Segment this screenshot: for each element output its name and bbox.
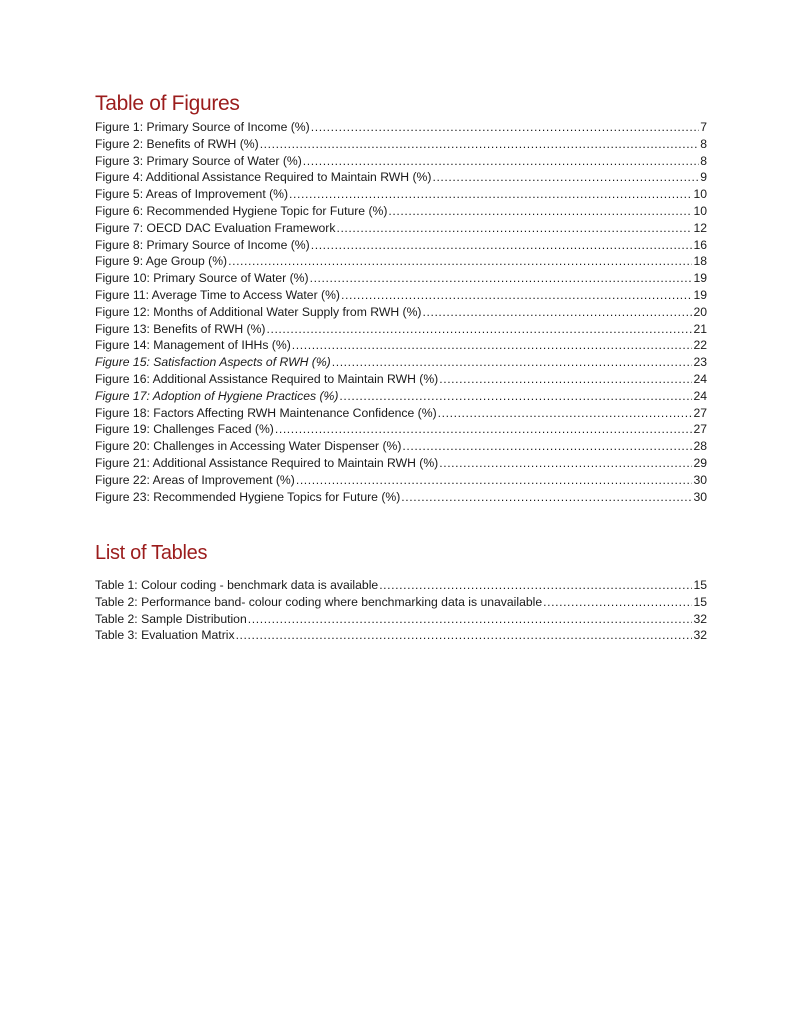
figure-entry[interactable] — [95, 119, 707, 136]
figure-entry-page-number: 23 — [693, 355, 707, 370]
figure-entry[interactable] — [95, 186, 707, 203]
table-entry[interactable] — [95, 627, 707, 644]
dot-leader — [310, 270, 693, 287]
figure-entry[interactable] — [95, 337, 707, 354]
figure-entry-page-number: 24 — [693, 371, 707, 386]
dot-leader — [311, 119, 700, 136]
figure-entry[interactable] — [95, 153, 707, 170]
figure-entry-page-number: 27 — [693, 405, 707, 420]
figure-entry[interactable] — [95, 455, 707, 472]
dot-leader — [260, 136, 700, 153]
figure-entry-label: Figure 3: Primary Source of Water (%) — [95, 153, 302, 168]
dot-leader — [339, 388, 692, 405]
figure-entry[interactable] — [95, 270, 707, 287]
figure-entry-label: Figure 19: Challenges Faced (%) — [95, 422, 274, 437]
figure-entry-page-number: 10 — [693, 203, 707, 218]
figure-entry-label: Figure 10: Primary Source of Water (%) — [95, 271, 309, 286]
figure-entry-page-number: 8 — [700, 153, 707, 168]
figure-entry[interactable] — [95, 438, 707, 455]
figure-entry[interactable] — [95, 421, 707, 438]
figure-entry[interactable] — [95, 203, 707, 220]
figure-entry[interactable] — [95, 136, 707, 153]
figure-entry-page-number: 19 — [693, 271, 707, 286]
figure-entry-label: Figure 20: Challenges in Accessing Water Dispenser (%) — [95, 439, 402, 454]
dot-leader — [336, 220, 692, 237]
table-entry-label: Table 2: Sample Distribution — [95, 611, 247, 626]
dot-leader — [236, 627, 693, 644]
list-of-tables-list — [95, 577, 707, 644]
table-entry-page-number: 15 — [693, 594, 707, 609]
figure-entry-page-number: 18 — [693, 254, 707, 269]
figure-entry[interactable] — [95, 237, 707, 254]
dot-leader — [332, 354, 693, 371]
figure-entry[interactable] — [95, 354, 707, 371]
figure-entry-label: Figure 1: Primary Source of Income (%) — [95, 120, 310, 134]
figure-entry-label: Figure 16: Additional Assistance Required to Maintain RWH (%) — [95, 371, 439, 386]
table-entry[interactable] — [95, 577, 707, 594]
figure-entry-label: Figure 13: Benefits of RWH (%) — [95, 321, 266, 336]
table-entry-page-number: 32 — [693, 611, 707, 626]
figure-entry-page-number: 7 — [700, 120, 707, 134]
dot-leader — [266, 321, 692, 338]
figure-entry-page-number: 10 — [693, 187, 707, 202]
figure-entry[interactable] — [95, 405, 707, 422]
table-entry[interactable] — [95, 611, 707, 628]
figure-entry-label: Figure 9: Age Group (%) — [95, 254, 228, 269]
table-of-figures-list — [95, 119, 707, 505]
table-entry[interactable] — [95, 594, 707, 611]
dot-leader — [401, 489, 692, 506]
figure-entry-label: Figure 22: Areas of Improvement (%) — [95, 472, 295, 487]
figure-entry[interactable] — [95, 304, 707, 321]
dot-leader — [422, 304, 692, 321]
list-of-tables-heading: List of Tables — [95, 542, 208, 564]
dot-leader — [248, 611, 693, 628]
figure-entry-label: Figure 7: OECD DAC Evaluation Framework — [95, 220, 336, 235]
figure-entry-label: Figure 8: Primary Source of Income (%) — [95, 237, 310, 252]
dot-leader — [292, 337, 693, 354]
dot-leader — [388, 203, 692, 220]
figure-entry-label: Figure 4: Additional Assistance Required to Maintain RWH (%) — [95, 170, 432, 185]
figure-entry-page-number: 16 — [693, 237, 707, 252]
dot-leader — [543, 594, 692, 611]
dot-leader — [438, 405, 693, 422]
figure-entry[interactable] — [95, 388, 707, 405]
figure-entry-page-number: 27 — [693, 422, 707, 437]
dot-leader — [379, 577, 692, 594]
figure-entry-page-number: 20 — [693, 304, 707, 319]
figure-entry[interactable] — [95, 287, 707, 304]
figure-entry-page-number: 8 — [700, 136, 707, 151]
table-entry-page-number: 15 — [693, 578, 707, 592]
table-entry-label: Table 1: Colour coding - benchmark data is available — [95, 578, 379, 592]
figure-entry-page-number: 30 — [693, 489, 707, 504]
figure-entry-page-number: 28 — [693, 439, 707, 454]
figure-entry-label: Figure 18: Factors Affecting RWH Maintenance Confidence (%) — [95, 405, 437, 420]
figure-entry[interactable] — [95, 169, 707, 186]
dot-leader — [289, 186, 692, 203]
dot-leader — [439, 455, 692, 472]
figure-entry-label: Figure 17: Adoption of Hygiene Practices (%) — [95, 388, 339, 403]
figure-entry-label: Figure 6: Recommended Hygiene Topic for Future (%) — [95, 203, 388, 218]
dot-leader — [303, 153, 699, 170]
figure-entry-label: Figure 23: Recommended Hygiene Topics for Future (%) — [95, 489, 401, 504]
figure-entry-page-number: 19 — [693, 287, 707, 302]
dot-leader — [402, 438, 692, 455]
figure-entry[interactable] — [95, 489, 707, 506]
table-entry-label: Table 3: Evaluation Matrix — [95, 628, 235, 643]
figure-entry[interactable] — [95, 220, 707, 237]
figure-entry[interactable] — [95, 472, 707, 489]
dot-leader — [275, 421, 693, 438]
figure-entry[interactable] — [95, 371, 707, 388]
figure-entry-label: Figure 5: Areas of Improvement (%) — [95, 187, 289, 202]
figure-entry-label: Figure 15: Satisfaction Aspects of RWH (%) — [95, 355, 331, 370]
figure-entry-label: Figure 21: Additional Assistance Required to Maintain RWH (%) — [95, 455, 439, 470]
table-entry-page-number: 32 — [693, 628, 707, 643]
dot-leader — [311, 237, 693, 254]
figure-entry[interactable] — [95, 253, 707, 270]
figure-entry-page-number: 24 — [693, 388, 707, 403]
dot-leader — [228, 253, 692, 270]
figure-entry-page-number: 22 — [693, 338, 707, 353]
figure-entry-page-number: 29 — [693, 455, 707, 470]
figure-entry-label: Figure 14: Management of IHHs (%) — [95, 338, 291, 353]
dot-leader — [296, 472, 693, 489]
dot-leader — [432, 169, 699, 186]
figure-entry-page-number: 9 — [700, 170, 707, 185]
figure-entry-page-number: 12 — [693, 220, 707, 235]
dot-leader — [439, 371, 692, 388]
figure-entry-label: Figure 12: Months of Additional Water Supply from RWH (%) — [95, 304, 422, 319]
dot-leader — [341, 287, 692, 304]
figure-entry-page-number: 30 — [693, 472, 707, 487]
table-entry-label: Table 2: Performance band- colour coding where benchmarking data is unavailable — [95, 594, 543, 609]
figure-entry-label: Figure 11: Average Time to Access Water (%) — [95, 287, 340, 302]
figure-entry-label: Figure 2: Benefits of RWH (%) — [95, 136, 259, 151]
figure-entry-page-number: 21 — [693, 321, 707, 336]
table-of-figures-heading: Table of Figures — [95, 92, 240, 115]
figure-entry[interactable] — [95, 321, 707, 338]
